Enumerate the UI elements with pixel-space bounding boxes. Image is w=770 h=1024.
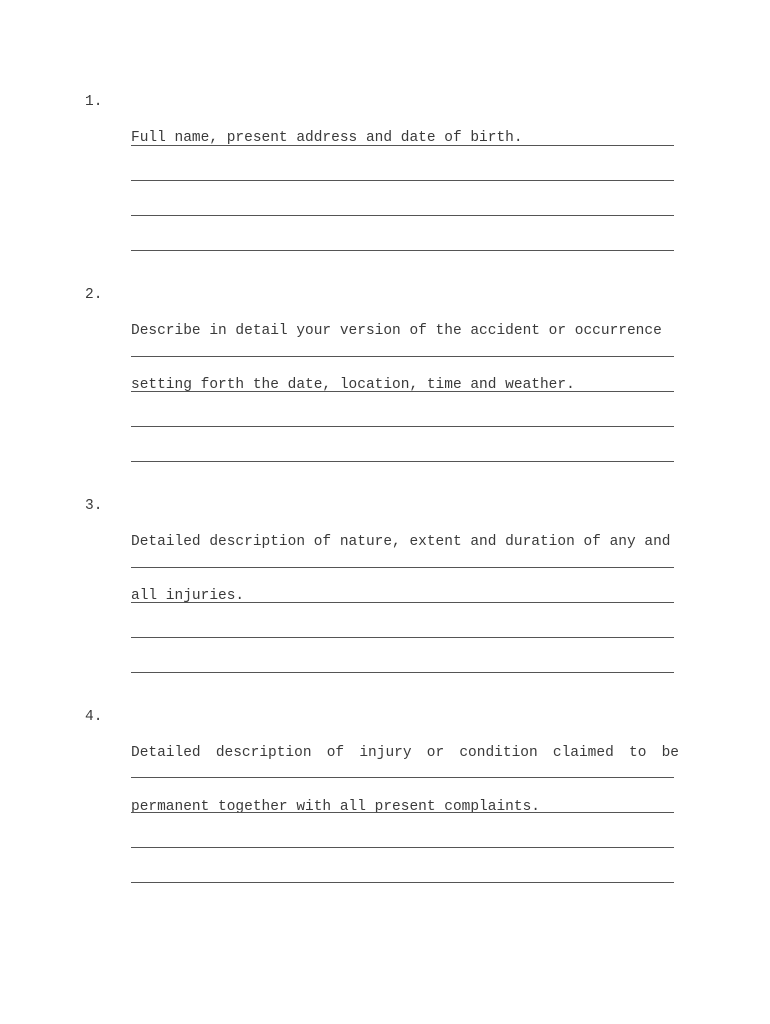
- question-text-line: Detailed description of nature, extent and duration of any and: [131, 534, 671, 550]
- answer-line[interactable]: [131, 847, 674, 848]
- question-text-line: permanent together with all present complaints.: [131, 799, 540, 815]
- answer-line[interactable]: [131, 567, 674, 568]
- question-number: 1.: [85, 94, 103, 110]
- question-text: [131, 286, 662, 430]
- answer-line[interactable]: [131, 882, 674, 883]
- answer-line[interactable]: [131, 637, 674, 638]
- answer-line[interactable]: [131, 777, 674, 778]
- question-text-line: Detailed description of injury or condition claimed to be: [131, 745, 679, 761]
- answer-line[interactable]: [131, 145, 674, 146]
- answer-line[interactable]: [131, 426, 674, 427]
- question-text-line: setting forth the date, location, time and weather.: [131, 377, 575, 393]
- answer-line[interactable]: [131, 672, 674, 673]
- question-text: [131, 708, 679, 852]
- answer-line[interactable]: [131, 812, 674, 813]
- question-text-line: Describe in detail your version of the accident or occurrence: [131, 323, 662, 339]
- answer-line[interactable]: [131, 180, 674, 181]
- answer-line[interactable]: [131, 250, 674, 251]
- question-number: 4.: [85, 709, 103, 725]
- question-text: [131, 93, 523, 183]
- question-text-line: Full name, present address and date of birth.: [131, 130, 523, 146]
- answer-line[interactable]: [131, 461, 674, 462]
- answer-line[interactable]: [131, 602, 674, 603]
- question-text: [131, 497, 671, 641]
- question-text-line: all injuries.: [131, 588, 245, 604]
- answer-line[interactable]: [131, 356, 674, 357]
- question-number: 3.: [85, 498, 103, 514]
- answer-line[interactable]: [131, 391, 674, 392]
- question-number: 2.: [85, 287, 103, 303]
- answer-line[interactable]: [131, 215, 674, 216]
